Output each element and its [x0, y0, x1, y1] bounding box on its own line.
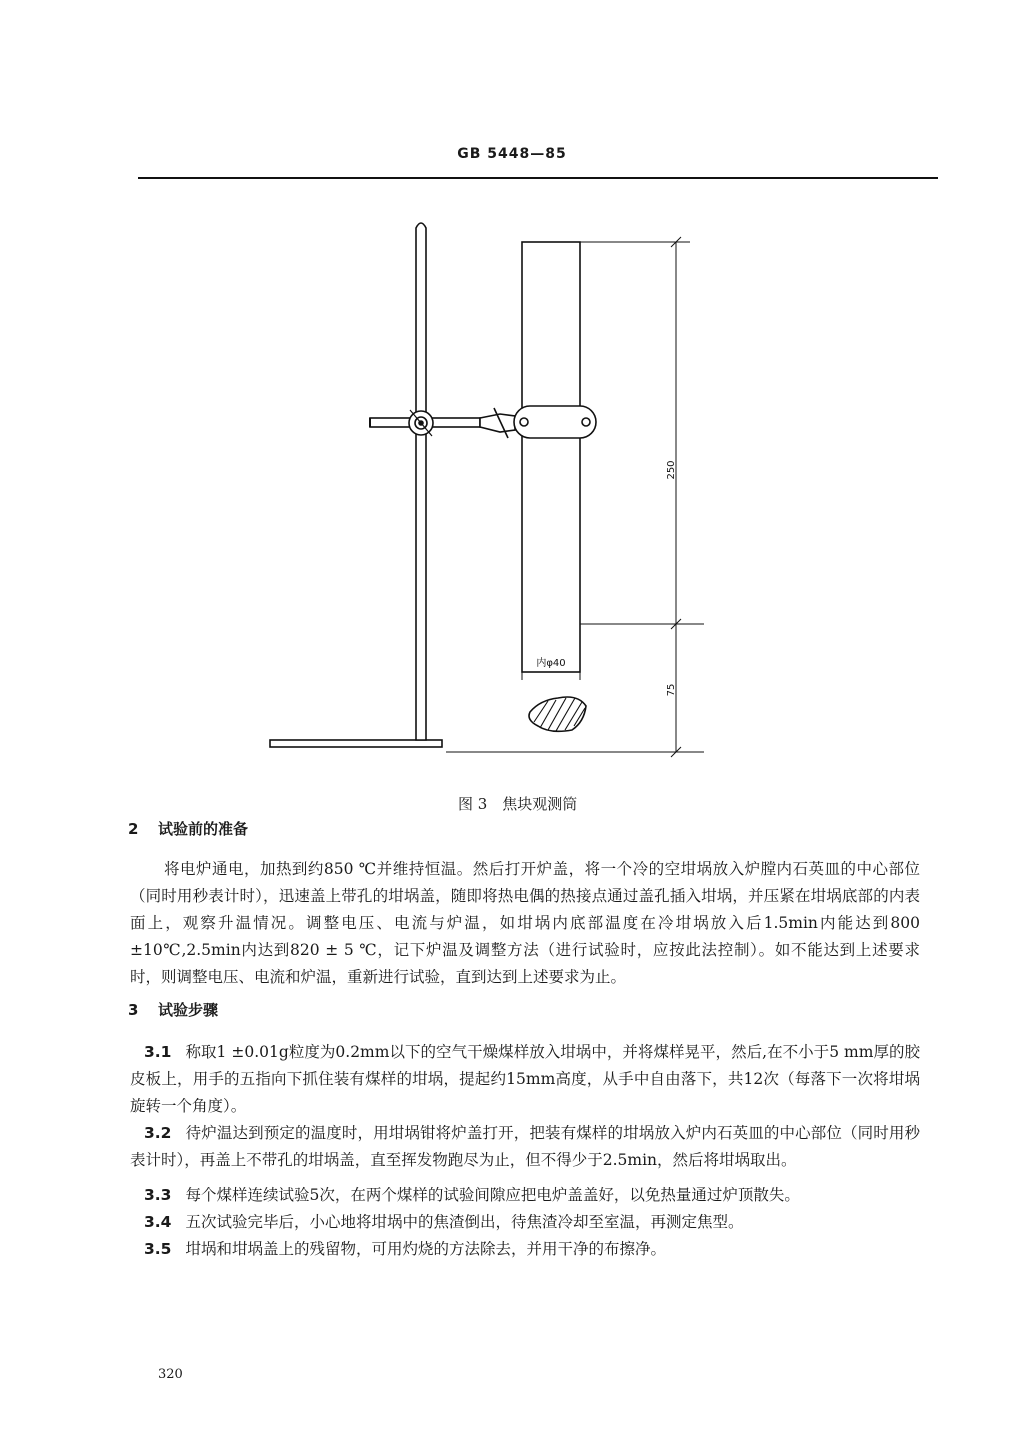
step-text: 每个煤样连续试验5次，在两个煤样的试验间隙应把电炉盖盖好，以免热量通过炉顶散失。	[185, 1186, 800, 1204]
section-3-heading	[128, 999, 218, 1020]
step-number: 3.1	[144, 1043, 172, 1061]
step-number: 3.2	[144, 1124, 172, 1142]
step-item	[130, 1209, 920, 1236]
step-item	[130, 1039, 920, 1120]
page-number: 320	[158, 1367, 183, 1382]
step-text: 称取1 ±0.01g粒度为0.2mm以下的空气干燥煤样放入坩埚中，并将煤样晃平，然后,在不小于5 mm厚的胶皮板上，用手的五指向下抓住装有煤样的坩埚，提起约15mm高度，从手中自由落下，共12次（每落下一次将坩埚旋转一个角度）。	[130, 1043, 920, 1115]
step-item	[130, 1182, 920, 1209]
figure-caption: 图 3 焦块观测筒	[458, 795, 578, 813]
step-number: 3.5	[144, 1240, 172, 1258]
tube-clamp	[514, 406, 596, 438]
step-item	[130, 1120, 920, 1174]
section-3-number: 3	[128, 1001, 139, 1019]
step-number: 3.4	[144, 1213, 172, 1231]
stand-base	[270, 740, 442, 747]
dim-75-label: 75	[666, 683, 677, 697]
step-item	[130, 1236, 920, 1263]
section-2-heading	[128, 818, 248, 839]
observation-tube	[522, 242, 580, 672]
section-2-title: 试验前的准备	[158, 820, 249, 838]
step-text: 坩埚和坩埚盖上的残留物，可用灼烧的方法除去，并用干净的布擦净。	[185, 1240, 666, 1258]
step-text: 待炉温达到预定的温度时，用坩埚钳将炉盖打开，把装有煤样的坩埚放入炉内石英皿的中心部位（同时用秒表计时），再盖上不带孔的坩埚盖，直至挥发物跑尽为止，但不得少于2.5min，然后将坩埚取出。	[130, 1124, 920, 1169]
dim-250-label: 250	[666, 460, 677, 480]
step-number: 3.3	[144, 1186, 172, 1204]
section-2-number: 2	[128, 820, 139, 838]
dim-inner-diameter-label: 内φ40	[536, 658, 566, 669]
stand-rod	[416, 223, 426, 740]
section-3-title: 试验步骤	[158, 1001, 219, 1019]
step-text: 五次试验完毕后，小心地将坩埚中的焦渣倒出，待焦渣冷却至室温，再测定焦型。	[185, 1213, 744, 1231]
section-2-paragraph: 将电炉通电，加热到约850 ℃并维持恒温。然后打开炉盖，将一个冷的空坩埚放入炉膛内石英皿的中心部位（同时用秒表计时），迅速盖上带孔的坩埚盖，随即将热电偶的热接点通过盖孔插入坩埚，并压紧在坩埚底部的内表面上，观察升温情况。调整电压、电流与炉温，如坩埚内底部温度在冷坩埚放入后1.5min内能达到800 ±10℃,2.5min内达到820 ± 5 ℃，记下炉温及调整方法（进行试验时，应按此法控制）。如不能达到上述要求时，则调整电压、电流和炉温，重新进行试验，直到达到上述要求为止。	[130, 860, 920, 986]
standard-header: GB 5448—85	[457, 146, 567, 162]
